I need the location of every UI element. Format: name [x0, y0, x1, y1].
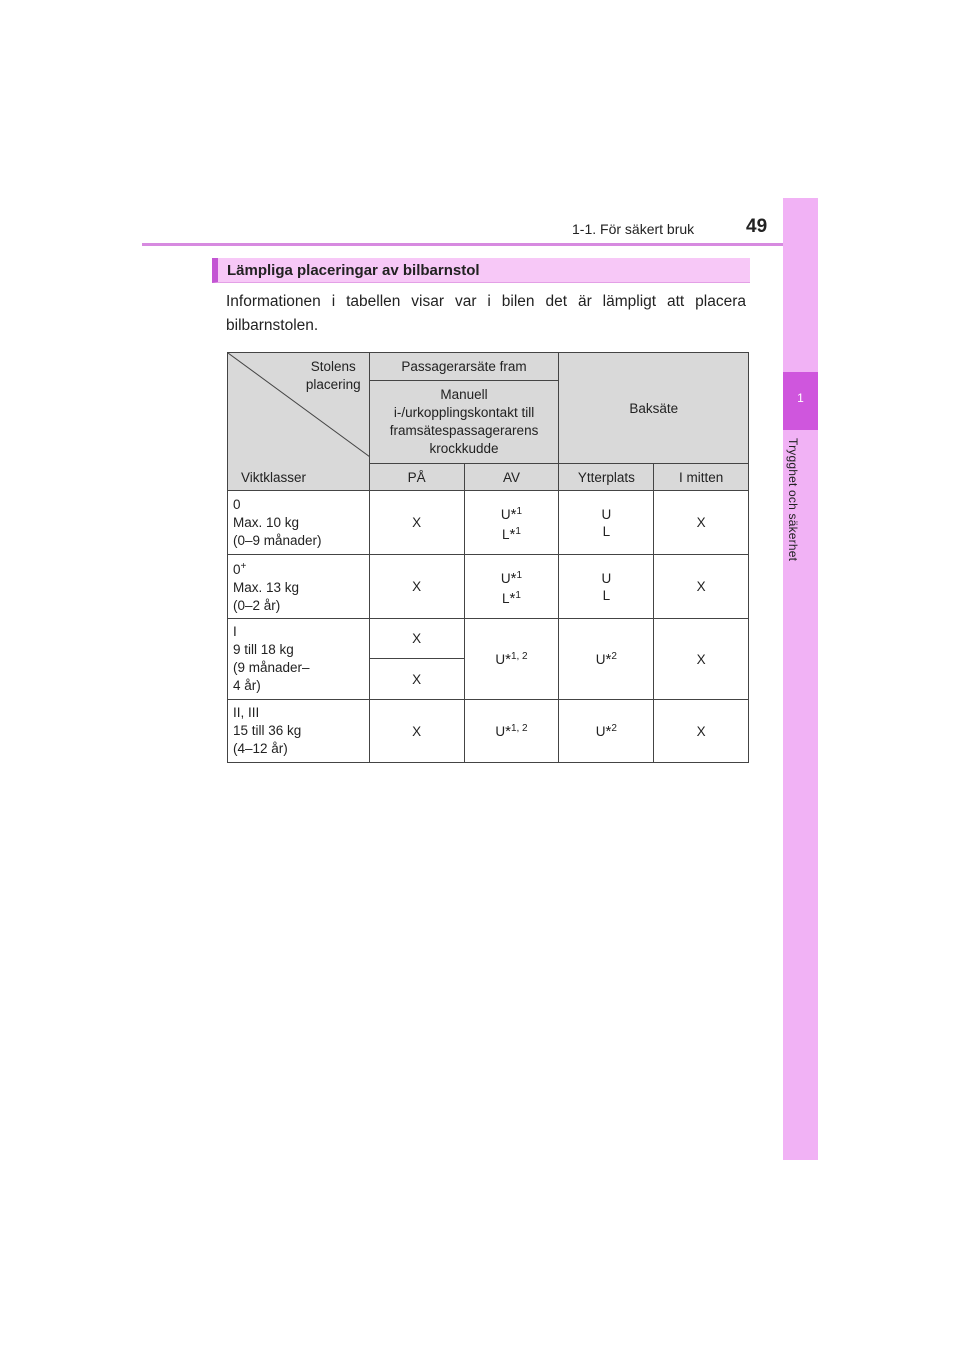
cell-off: [464, 491, 559, 555]
value-u: U: [500, 506, 511, 522]
corner-top-line1: Stolens: [310, 359, 356, 374]
value-u: U: [495, 651, 506, 667]
switch-line1: Manuell: [440, 387, 488, 402]
cell-outer: [559, 555, 654, 619]
value-l: L: [602, 523, 611, 539]
cell-outer: [559, 700, 654, 763]
footnote-ref: 1, 2: [510, 722, 528, 734]
cell-off: [464, 555, 559, 619]
table-row: [228, 491, 749, 555]
intro-paragraph: [226, 290, 746, 338]
age-label: (0–9 månader): [233, 532, 322, 548]
value-u: U: [601, 570, 612, 586]
age-label: (4–12 år): [233, 741, 288, 756]
section-reference: 1-1. För säkert bruk: [572, 221, 695, 237]
footnote-ref: 1, 2: [510, 650, 528, 662]
footnote-ref: 2: [611, 722, 617, 734]
chapter-side-tab[interactable]: [783, 198, 818, 1160]
footnote-star: *: [605, 650, 612, 668]
corner-seat-position: [306, 358, 361, 394]
value-u: U: [601, 506, 612, 522]
rear-seat-header: Baksäte: [559, 353, 749, 464]
cell-middle: X: [654, 491, 749, 555]
cell-middle: X: [654, 619, 749, 700]
cell-on: X: [369, 619, 464, 659]
class-label: I: [233, 624, 237, 639]
weight-label: Max. 10 kg: [233, 514, 300, 530]
intro-line-1: Informationen i tabellen visar var i bilen det är lämpligt att placera: [226, 293, 746, 310]
front-seat-header: Passagerarsäte fram: [369, 353, 559, 381]
switch-line4: krockkudde: [429, 441, 499, 456]
value-u: U: [495, 723, 506, 739]
footnote-ref: 1: [516, 505, 523, 517]
value-l: L: [502, 526, 510, 542]
cell-outer: [559, 619, 654, 700]
cell-middle: X: [654, 700, 749, 763]
corner-top-line2: placering: [305, 377, 361, 392]
chapter-title: Trygghet och säkerhet: [786, 438, 800, 562]
age-label: (9 månader–: [233, 660, 310, 675]
footnote-star: *: [509, 525, 516, 543]
cell-on: X: [369, 491, 464, 555]
weight-label: Max. 13 kg: [233, 580, 300, 595]
child-seat-table: [227, 352, 749, 763]
cell-off: [464, 619, 559, 700]
page-number: 49: [746, 216, 768, 237]
value-l: L: [502, 590, 510, 606]
cell-on: X: [369, 659, 464, 700]
footnote-ref: 1: [516, 569, 523, 581]
cell-middle: X: [654, 555, 749, 619]
table-row: [228, 619, 749, 659]
section-heading-text: Lämpliga placeringar av bilbarnstol: [227, 262, 480, 279]
cell-on: X: [369, 700, 464, 763]
class-label: II, III: [233, 705, 260, 720]
value-u: U: [595, 723, 606, 739]
footnote-ref: 1: [515, 589, 521, 601]
weight-label: 15 till 36 kg: [233, 723, 302, 738]
footnote-star: *: [605, 722, 612, 740]
table-corner-cell: [228, 353, 370, 491]
weight-class-cell: [228, 555, 370, 619]
footnote-ref: 2: [611, 650, 617, 662]
cell-off: [464, 700, 559, 763]
footnote-star: *: [510, 505, 517, 523]
value-u: U: [595, 651, 606, 667]
footnote-ref: 1: [515, 525, 521, 537]
footnote-star: *: [505, 722, 511, 740]
table-row: [228, 555, 749, 619]
corner-weight-class: Viktklasser: [241, 470, 307, 485]
col-header-middle: I mitten: [654, 464, 749, 491]
footnote-star: *: [509, 589, 516, 607]
value-l: L: [602, 587, 611, 603]
switch-line3: framsätespassagerarens: [389, 423, 539, 438]
class-label: 0: [233, 562, 241, 577]
class-superscript: +: [240, 561, 247, 572]
weight-class-cell: [228, 619, 370, 700]
chapter-number: 1: [797, 391, 804, 405]
value-u: U: [500, 570, 511, 586]
col-header-on: PÅ: [369, 464, 464, 491]
col-header-outer: Ytterplats: [559, 464, 654, 491]
weight-label: 9 till 18 kg: [233, 642, 294, 657]
cell-outer: [559, 491, 654, 555]
col-header-off: AV: [464, 464, 559, 491]
footnote-star: *: [505, 650, 511, 668]
footnote-star: *: [510, 569, 517, 587]
section-heading: [212, 258, 750, 283]
weight-class-cell: [228, 700, 370, 763]
class-label: 0: [233, 496, 241, 512]
table-row: [228, 700, 749, 763]
age-label-cont: 4 år): [233, 678, 261, 693]
cell-on: X: [369, 555, 464, 619]
header-rule: [142, 243, 818, 246]
weight-class-cell: [228, 491, 370, 555]
age-label: (0–2 år): [233, 598, 281, 613]
intro-line-2: bilbarnstolen.: [226, 317, 319, 334]
switch-line2: i-/urkopplingskontakt till: [393, 405, 535, 420]
airbag-switch-header: [369, 381, 559, 464]
